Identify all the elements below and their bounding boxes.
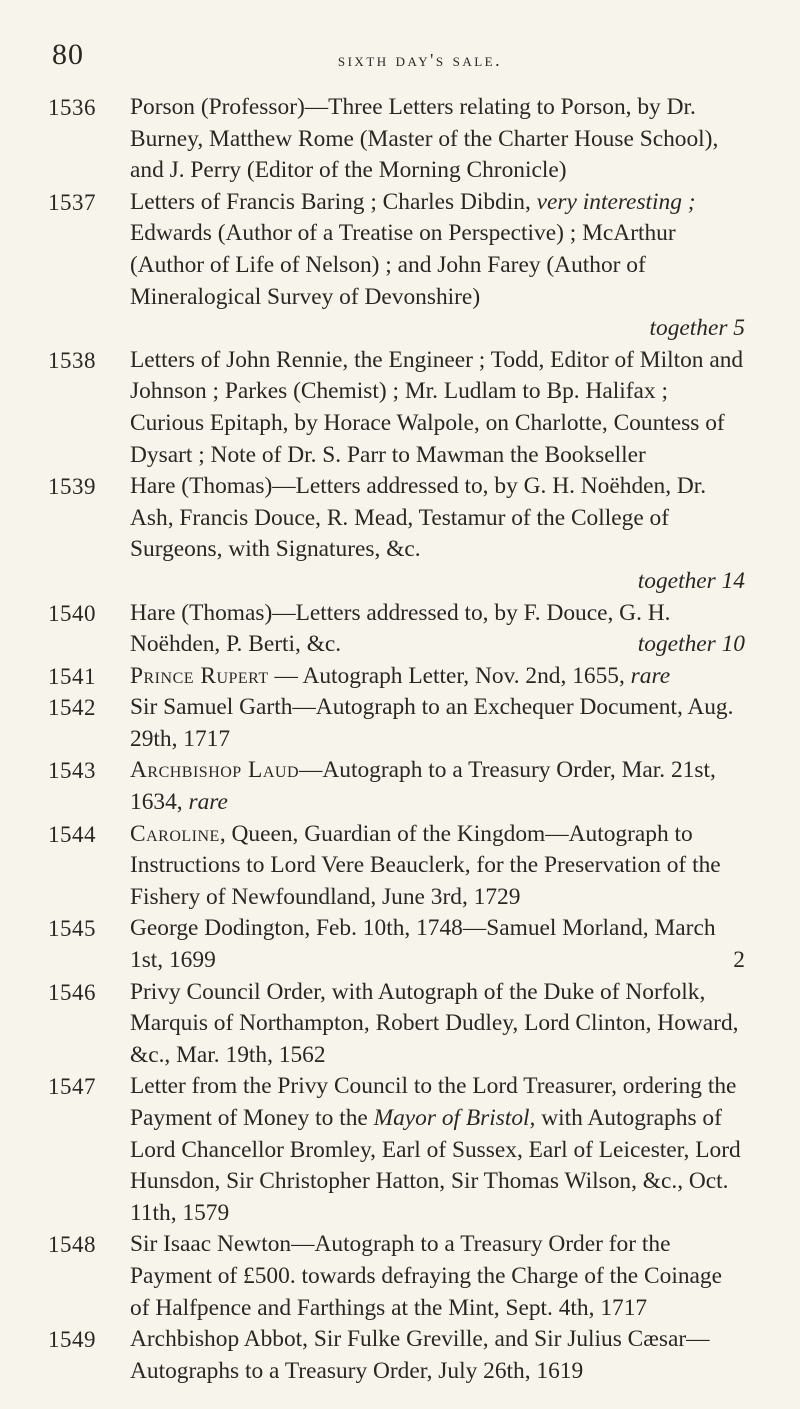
lot-1549 — [48, 1324, 745, 1387]
lot-number: 1548 — [48, 1232, 96, 1258]
lot-1539 — [48, 471, 745, 597]
lot-name: Prince Rupert — [130, 662, 269, 689]
lot-number: 1542 — [48, 695, 96, 721]
lot-description: Letter from the Privy Council to the Lord Treasurer, ordering the Payment of Money to the — [130, 1073, 737, 1131]
lot-description-italic: Mayor of Bristol, — [373, 1105, 536, 1131]
lot-number: 1543 — [48, 758, 96, 784]
lot-number: 1538 — [48, 347, 96, 373]
lot-1541 — [48, 661, 745, 693]
lot-description: —Autograph to a Treasury Order, Mar. 21st, 1634, — [130, 757, 716, 816]
lot-name: Caroline — [130, 820, 220, 847]
lot-description: Letters of John Rennie, the Engineer ; Todd, Editor of Milton and Johnson ; Parkes (Chemist) ; Mr. Ludlam to Bp. Halifax ; Curious Epitaph, by Horace Walpole, on Charlotte, Countess of Dysart ; Note of Dr. S. Parr to Mawman the Bookseller — [130, 346, 744, 468]
running-head: sixth day's sale. — [337, 50, 503, 70]
lot-quantity: together 14 — [637, 567, 745, 594]
lot-number: 1536 — [48, 95, 96, 120]
lot-description: Sir Samuel Garth—Autograph to an Exchequer Document, Aug. 29th, 1717 — [130, 694, 734, 752]
lot-description: Porson (Professor)—Three Letters relating to Porson, by Dr. Burney, Matthew Rome (Master of the Charter House School), and J. Perry (Editor of the Morning Chronicle) — [130, 94, 719, 184]
lot-description: , Queen, Guardian of the Kingdom—Autograph to Instructions to Lord Vere Beauclerk, for the Preservation of the Fishery of Newfoundland, June 3rd, 1729 — [130, 820, 721, 910]
lot-number: 1549 — [48, 1327, 96, 1353]
lot-description: — Autograph Letter, Nov. 2nd, 1655, — [268, 662, 631, 689]
lot-number: 1540 — [48, 600, 96, 626]
lot-quantity: together 10 — [637, 631, 745, 658]
lot-1547 — [48, 1071, 745, 1229]
lot-rarity: rare — [630, 662, 671, 689]
lot-1538 — [48, 345, 745, 471]
lot-1537 — [48, 187, 745, 345]
lot-description-cont: with Autographs of Lord Chancellor Bromley, Earl of Sussex, Earl of Leicester, Lord Hunsdon, Sir Christopher Hatton, Sir Thomas Wilson, &c., Oct. 11th, 1579 — [130, 1105, 741, 1226]
lot-description: Archbishop Abbot, Sir Fulke Greville, and Sir Julius Cæsar—Autographs to a Treasury Order, July 26th, 1619 — [130, 1326, 710, 1384]
lot-number: 1537 — [48, 189, 96, 215]
page-number: 80 — [52, 38, 84, 71]
lot-1548 — [48, 1229, 745, 1324]
lot-quantity: together 5 — [649, 315, 745, 342]
lot-number: 1547 — [48, 1074, 96, 1100]
lot-number: 1546 — [48, 979, 96, 1005]
lot-description: Privy Council Order, with Autograph of the Duke of Norfolk, Marquis of Northampton, Robert Dudley, Lord Clinton, Howard, &c., Mar. 19th, 1562 — [130, 978, 739, 1068]
lot-1543 — [48, 755, 745, 818]
lot-1542 — [48, 692, 745, 755]
lot-description-cont: Edwards (Author of a Treatise on Perspective) ; McArthur (Author of Life of Nelson) ; and John Farey (Author of Mineralogical Survey of Devonshire) — [130, 220, 676, 310]
lot-list — [48, 92, 745, 1387]
lot-description: Hare (Thomas)—Letters addressed to, by F. Douce, G. H. Noëhden, P. Berti, &c. — [130, 599, 671, 658]
lot-rarity: rare — [188, 789, 228, 816]
lot-description-italic: very interesting ; — [536, 188, 696, 215]
lot-1544 — [48, 819, 745, 914]
lot-number: 1544 — [48, 821, 96, 847]
lot-1545 — [48, 913, 745, 976]
lot-description: Hare (Thomas)—Letters addressed to, by G. H. Noëhden, Dr. Ash, Francis Douce, R. Mead, Testamur of the College of Surgeons, with Signatures, &c. — [130, 473, 707, 563]
lot-1536 — [48, 92, 745, 187]
lot-quantity: 2 — [733, 947, 745, 974]
lot-1546 — [48, 977, 745, 1072]
lot-description: Sir Isaac Newton—Autograph to a Treasury Order for the Payment of £500. towards defraying the Charge of the Coinage of Halfpence and Farthings at the Mint, Sept. 4th, 1717 — [130, 1231, 722, 1321]
lot-description: George Dodington, Feb. 10th, 1748—Samuel Morland, March 1st, 1699 — [130, 915, 716, 974]
lot-number: 1541 — [48, 663, 96, 689]
lot-description: Letters of Francis Baring ; Charles Dibdin, — [130, 188, 537, 215]
lot-name: Archbishop Laud — [130, 757, 299, 784]
lot-1540 — [48, 598, 745, 661]
lot-number: 1539 — [48, 474, 96, 500]
lot-number: 1545 — [48, 916, 96, 942]
page-header — [0, 38, 800, 88]
